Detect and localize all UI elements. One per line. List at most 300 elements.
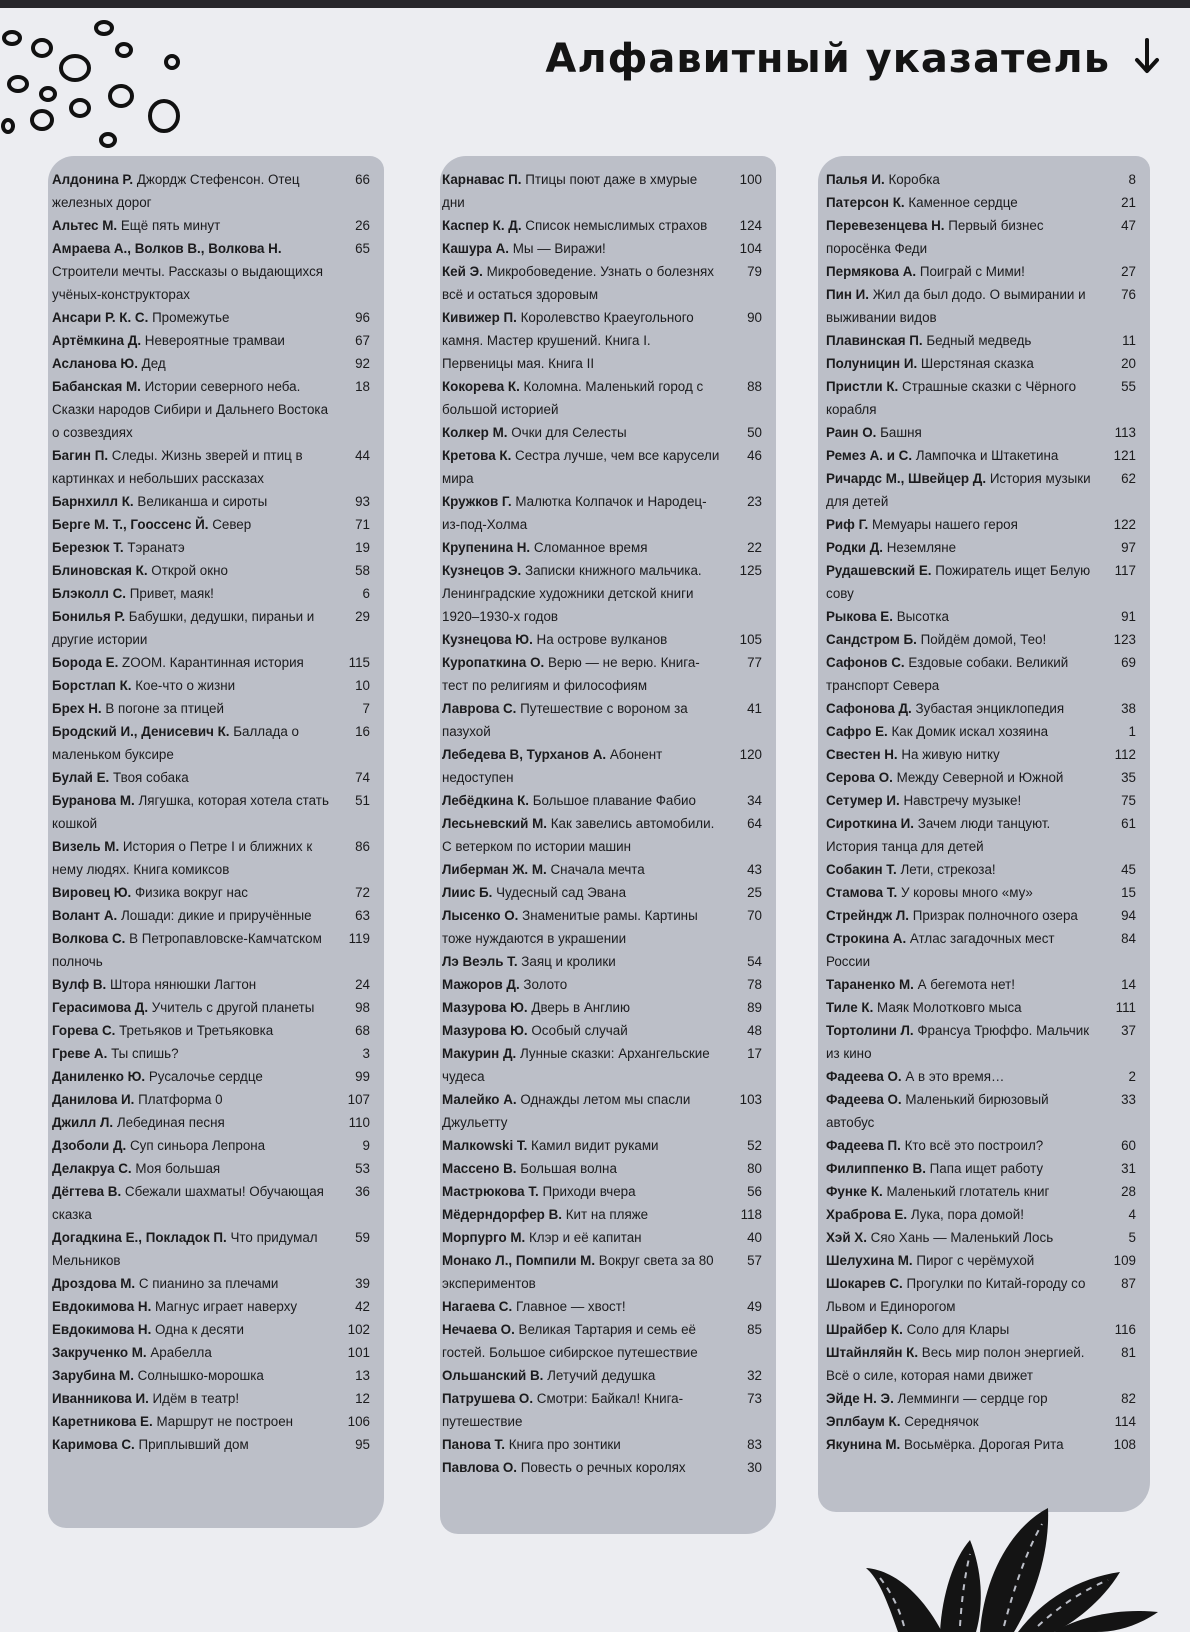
entry-author: Либерман Ж. М. [442, 862, 547, 877]
entry-text [826, 766, 1102, 789]
entry-text [442, 536, 728, 559]
entry-text [52, 1272, 336, 1295]
entry-text [52, 720, 336, 766]
entry-title: Повесть о речных королях [520, 1460, 686, 1475]
entry-author: Кузнецов Э. [442, 563, 522, 578]
entry-author: Каретникова Е. [52, 1414, 153, 1429]
entry-title: Лошади: дикие и приручённые [120, 908, 312, 923]
entry-text [826, 904, 1102, 927]
entry-page-number: 83 [747, 1437, 762, 1452]
entry-page-number: 76 [1121, 287, 1136, 302]
entry-page-number: 78 [747, 977, 762, 992]
entry-title: На острове вулканов [536, 632, 668, 647]
entry-title: Записки книжного мальчика. Ленинградские художники детской книги 1920–1930-х годов [442, 563, 702, 624]
index-entry [442, 812, 762, 858]
entry-text [826, 329, 1102, 352]
index-entry [826, 1318, 1136, 1341]
entry-text [826, 1272, 1102, 1318]
entry-title: Истории северного неба. Сказки народов Сибири и Дальнего Востока о созвездиях [52, 379, 329, 440]
entry-author: Фадеева П. [826, 1138, 901, 1153]
entry-author: Кей Э. [442, 264, 483, 279]
entry-page-number: 111 [1115, 1000, 1136, 1015]
entry-text [826, 927, 1102, 973]
entry-author: Лэ Веэль Т. [442, 954, 518, 969]
entry-page-number: 48 [747, 1023, 762, 1038]
entry-page-number: 13 [355, 1368, 370, 1383]
index-entry [52, 168, 370, 214]
entry-page-number: 52 [747, 1138, 762, 1153]
entry-title: Папа ищет работу [929, 1161, 1044, 1176]
entry-title: История о Петре I и ближних к нему людях. Книга комиксов [52, 839, 313, 877]
entry-author: Палья И. [826, 172, 885, 187]
entry-text [52, 329, 336, 352]
index-entry [826, 536, 1136, 559]
entry-title: Магнус играет наверху [155, 1299, 298, 1314]
index-entry [52, 582, 370, 605]
entry-author: Функе К. [826, 1184, 883, 1199]
entry-author: Фадеева О. [826, 1092, 902, 1107]
entry-author: Борода Е. [52, 655, 119, 670]
entry-title: Как Домик искал хозяина [891, 724, 1049, 739]
entry-title: Сбежали шахматы! Обучающая сказка [52, 1184, 324, 1222]
entry-author: Нечаева О. [442, 1322, 515, 1337]
entry-title: Кит на пляже [565, 1207, 649, 1222]
index-entry [442, 260, 762, 306]
entry-title: Одна к десяти [155, 1322, 244, 1337]
entry-text [52, 1019, 336, 1042]
entry-page-number: 100 [739, 172, 762, 187]
index-entry [52, 1387, 370, 1410]
entry-title: Книга про зонтики [508, 1437, 621, 1452]
index-column-2 [440, 156, 776, 1534]
index-entry [442, 1180, 762, 1203]
entry-author: Кокорева К. [442, 379, 520, 394]
entry-page-number: 110 [348, 1115, 370, 1130]
index-entry [442, 1203, 762, 1226]
entry-text [826, 191, 1102, 214]
entry-author: Ричардс М., Швейцер Д. [826, 471, 987, 486]
index-entry [442, 973, 762, 996]
index-entry [52, 835, 370, 881]
entry-text [826, 214, 1102, 260]
entry-title: Приплывший дом [138, 1437, 249, 1452]
entry-page-number: 93 [355, 494, 370, 509]
entry-title: Знаменитые рамы. Картины тоже нуждаются в украшении [442, 908, 698, 946]
entry-title: Учитель с другой планеты [151, 1000, 315, 1015]
entry-author: Патерсон К. [826, 195, 905, 210]
entry-page-number: 55 [1121, 379, 1136, 394]
entry-author: Крупенина Н. [442, 540, 531, 555]
entry-text [826, 1410, 1102, 1433]
entry-page-number: 90 [747, 310, 762, 325]
entry-author: Эйде Н. Э. [826, 1391, 894, 1406]
entry-page-number: 5 [1128, 1230, 1136, 1245]
entry-title: На живую нитку [901, 747, 1000, 762]
entry-text [52, 168, 336, 214]
entry-author: Барнхилл К. [52, 494, 134, 509]
entry-page-number: 54 [747, 954, 762, 969]
entry-author: Рудашевский Е. [826, 563, 932, 578]
entry-page-number: 117 [1114, 563, 1136, 578]
index-entry [826, 1065, 1136, 1088]
index-entry [826, 1088, 1136, 1134]
index-entry [52, 1226, 370, 1272]
entry-page-number: 113 [1114, 425, 1136, 440]
entry-author: Лиис Б. [442, 885, 493, 900]
entry-text [442, 1019, 728, 1042]
entry-title: Арабелла [150, 1345, 212, 1360]
entry-author: Массено В. [442, 1161, 517, 1176]
entry-page-number: 9 [362, 1138, 370, 1153]
entry-title: Лука, пора домой! [910, 1207, 1024, 1222]
index-entry [442, 1318, 762, 1364]
entry-page-number: 89 [747, 1000, 762, 1015]
entry-author: Евдокимова Н. [52, 1299, 152, 1314]
entry-text [52, 536, 336, 559]
entry-text [442, 881, 728, 904]
entry-text [442, 1433, 728, 1456]
entry-page-number: 34 [747, 793, 762, 808]
entry-text [826, 1226, 1102, 1249]
entry-author: Волкова С. [52, 931, 126, 946]
index-entry [826, 1157, 1136, 1180]
entry-text [826, 559, 1102, 605]
entry-title: Физика вокруг нас [134, 885, 248, 900]
entry-author: Стамова Т. [826, 885, 898, 900]
index-entry [826, 444, 1136, 467]
entry-page-number: 74 [355, 770, 370, 785]
entry-page-number: 26 [355, 218, 370, 233]
index-entry [826, 1341, 1136, 1387]
entry-text [52, 237, 336, 306]
index-entry [52, 996, 370, 1019]
entry-author: Плавинская П. [826, 333, 923, 348]
index-entry [442, 881, 762, 904]
entry-text [52, 444, 336, 490]
entry-author: Брех Н. [52, 701, 102, 716]
entry-page-number: 4 [1128, 1207, 1136, 1222]
entry-text [442, 1157, 728, 1180]
index-entry [442, 1295, 762, 1318]
entry-text [826, 1387, 1102, 1410]
entry-page-number: 59 [355, 1230, 370, 1245]
entry-title: Коробка [888, 172, 940, 187]
entry-page-number: 91 [1121, 609, 1136, 624]
entry-title: Соло для Клары [906, 1322, 1010, 1337]
entry-page-number: 53 [355, 1161, 370, 1176]
entry-page-number: 35 [1121, 770, 1136, 785]
index-entry [52, 352, 370, 375]
entry-text [442, 559, 728, 628]
entry-title: Чудесный сад Эвана [496, 885, 627, 900]
entry-author: Стрейндж Л. [826, 908, 910, 923]
entry-text [442, 375, 728, 421]
arrow-down-icon [1134, 38, 1160, 74]
entry-page-number: 66 [355, 172, 370, 187]
entry-title: Лягушка, которая хотела стать кошкой [52, 793, 329, 831]
entry-title: Франсуа Трюффо. Мальчик из кино [826, 1023, 1090, 1061]
entry-title: Как завелись автомобили. С ветерком по истории машин [442, 816, 715, 854]
index-entry [442, 628, 762, 651]
index-entry [826, 720, 1136, 743]
entry-text [442, 1364, 728, 1387]
entry-text [52, 1226, 336, 1272]
entry-title: Пирог с черёмухой [916, 1253, 1035, 1268]
entry-text [52, 904, 336, 927]
entry-page-number: 57 [747, 1253, 762, 1268]
index-entry [52, 1295, 370, 1318]
entry-text [826, 881, 1102, 904]
index-entry [442, 1249, 762, 1295]
entry-author: Раин О. [826, 425, 877, 440]
entry-page-number: 63 [355, 908, 370, 923]
entry-author: Мажоров Д. [442, 977, 520, 992]
entry-text [826, 283, 1102, 329]
entry-title: Что придумал Мельников [52, 1230, 318, 1268]
index-entry [826, 1410, 1136, 1433]
entry-author: Морпурго М. [442, 1230, 526, 1245]
entry-text [826, 996, 1102, 1019]
entry-title: Тэранатэ [127, 540, 185, 555]
entry-text [52, 697, 336, 720]
entry-text [826, 697, 1102, 720]
index-entry [52, 375, 370, 444]
index-entry [826, 260, 1136, 283]
entry-title: Верю — не верю. Книга-тест по религиям и философиям [442, 655, 700, 693]
entry-title: Лети, стрекоза! [900, 862, 996, 877]
entry-text [52, 1065, 336, 1088]
entry-page-number: 120 [739, 747, 762, 762]
index-entry [52, 1157, 370, 1180]
entry-title: Клэр и её капитан [528, 1230, 642, 1245]
index-entry [52, 490, 370, 513]
entry-title: Золото [523, 977, 568, 992]
index-entry [826, 1272, 1136, 1318]
entry-page-number: 109 [1113, 1253, 1136, 1268]
entry-title: Моя большая [135, 1161, 221, 1176]
index-entry [442, 214, 762, 237]
index-entry [826, 881, 1136, 904]
index-entry [52, 674, 370, 697]
entry-title: Между Северной и Южной [896, 770, 1064, 785]
entry-page-number: 60 [1121, 1138, 1136, 1153]
entry-title: Первый бизнес поросёнка Феди [826, 218, 1044, 256]
entry-page-number: 80 [747, 1161, 762, 1176]
entry-page-number: 85 [747, 1322, 762, 1337]
entry-page-number: 86 [355, 839, 370, 854]
entry-title: Поиграй с Мими! [919, 264, 1025, 279]
entry-title: Джордж Стефенсон. Отец железных дорог [52, 172, 300, 210]
entry-title: Камил видит руками [531, 1138, 659, 1153]
entry-text [442, 1134, 728, 1157]
index-entry [442, 1134, 762, 1157]
index-entry [826, 996, 1136, 1019]
entry-page-number: 71 [355, 517, 370, 532]
entry-page-number: 32 [747, 1368, 762, 1383]
entry-author: Шелухина М. [826, 1253, 913, 1268]
entry-text [826, 1134, 1102, 1157]
entry-author: Блэколл С. [52, 586, 127, 601]
entry-text [826, 168, 1102, 191]
circles-decoration-icon [0, 0, 200, 170]
entry-title: Большое плавание Фабио [532, 793, 696, 808]
entry-author: Сандстром Б. [826, 632, 917, 647]
entry-title: Сломанное время [533, 540, 648, 555]
index-column-3 [818, 156, 1150, 1512]
entry-page-number: 70 [747, 908, 762, 923]
entry-text [442, 1203, 728, 1226]
entry-title: Привет, маяк! [129, 586, 214, 601]
entry-title: Промежутье [152, 310, 230, 325]
entry-title: Список немыслимых страхов [525, 218, 708, 233]
entry-text [442, 237, 728, 260]
index-entry [826, 973, 1136, 996]
entry-title: Страшные сказки с Чёрного корабля [826, 379, 1077, 417]
entry-page-number: 56 [747, 1184, 762, 1199]
entry-text [442, 1456, 728, 1479]
index-entry [52, 904, 370, 927]
page-title: Алфавитный указатель [545, 36, 1110, 82]
entry-page-number: 3 [362, 1046, 370, 1061]
entry-author: Малейко А. [442, 1092, 517, 1107]
index-entry [52, 444, 370, 490]
entry-page-number: 114 [1114, 1414, 1136, 1429]
entry-title: Большая волна [520, 1161, 617, 1176]
entry-title: Пойдём домой, Тео! [920, 632, 1047, 647]
index-entry [826, 858, 1136, 881]
entry-author: Мастрюкова Т. [442, 1184, 539, 1199]
entry-text [442, 651, 728, 697]
entry-text [52, 789, 336, 835]
entry-page-number: 101 [347, 1345, 370, 1360]
entry-title: Бедный медведь [926, 333, 1032, 348]
index-entry [826, 1226, 1136, 1249]
entry-title: Шерстяная сказка [920, 356, 1034, 371]
entry-title: Летучий дедушка [547, 1368, 656, 1383]
entry-author: Дзоболи Д. [52, 1138, 127, 1153]
entry-text [52, 582, 336, 605]
entry-text [52, 835, 336, 881]
entry-page-number: 41 [747, 701, 762, 716]
entry-text [442, 1295, 728, 1318]
entry-author: Ольшанский В. [442, 1368, 544, 1383]
entry-title: Строители мечты. Рассказы о выдающихся учёных-конструкторах [52, 264, 324, 302]
entry-title: Следы. Жизнь зверей и птиц в картинках и небольших рассказах [52, 448, 303, 486]
entry-text [52, 352, 336, 375]
entry-page-number: 73 [747, 1391, 762, 1406]
entry-title: Зубастая энциклопедия [915, 701, 1065, 716]
entry-page-number: 82 [1121, 1391, 1136, 1406]
entry-author: Буранова М. [52, 793, 135, 808]
entry-title: У коровы много «му» [900, 885, 1033, 900]
entry-author: Закрученко М. [52, 1345, 147, 1360]
entry-page-number: 16 [355, 724, 370, 739]
entry-page-number: 10 [355, 678, 370, 693]
entry-title: Ещё пять минут [120, 218, 221, 233]
entry-author: Тиле К. [826, 1000, 874, 1015]
entry-text [826, 812, 1102, 858]
entry-title: Мы — Виражи! [512, 241, 606, 256]
index-entry [442, 1157, 762, 1180]
entry-page-number: 17 [747, 1046, 762, 1061]
entry-author: Сироткина И. [826, 816, 915, 831]
entry-author: Панова Т. [442, 1437, 505, 1452]
index-entry [52, 1318, 370, 1341]
entry-title: А в это время… [905, 1069, 1005, 1084]
entry-page-number: 33 [1121, 1092, 1136, 1107]
entry-author: Карнавас П. [442, 172, 522, 187]
entry-author: Кивижер П. [442, 310, 517, 325]
entry-text [52, 1134, 336, 1157]
entry-text [442, 697, 728, 743]
index-entry [826, 789, 1136, 812]
entry-page-number: 19 [355, 540, 370, 555]
entry-page-number: 108 [1113, 1437, 1136, 1452]
entry-title: С пианино за плечами [138, 1276, 279, 1291]
index-entry [826, 1203, 1136, 1226]
entry-title: Кто всё это построил? [904, 1138, 1044, 1153]
entry-author: Штайнляйн К. [826, 1345, 919, 1360]
entry-author: Сафонова Д. [826, 701, 912, 716]
entry-page-number: 77 [747, 655, 762, 670]
index-entry [52, 881, 370, 904]
entry-page-number: 36 [355, 1184, 370, 1199]
entry-text [442, 1088, 728, 1134]
entry-text [442, 743, 728, 789]
entry-author: Визель М. [52, 839, 120, 854]
entry-author: Шрайбер К. [826, 1322, 903, 1337]
entry-text [826, 605, 1102, 628]
index-entry [52, 697, 370, 720]
entry-author: Герасимова Д. [52, 1000, 149, 1015]
entry-page-number: 2 [1128, 1069, 1136, 1084]
entry-text [826, 858, 1102, 881]
entry-title: Навстречу музыке! [903, 793, 1022, 808]
entry-text [826, 1249, 1102, 1272]
entry-page-number: 125 [739, 563, 762, 578]
entry-text [442, 214, 728, 237]
entry-page-number: 118 [740, 1207, 762, 1222]
entry-title: Лунные сказки: Архангельские чудеса [442, 1046, 710, 1084]
entry-title: Дед [141, 356, 166, 371]
entry-title: Суп синьора Лепрона [129, 1138, 266, 1153]
entry-page-number: 68 [355, 1023, 370, 1038]
index-entry [442, 651, 762, 697]
index-entry [442, 1433, 762, 1456]
entry-text [442, 1180, 728, 1203]
entry-author: Дроздова М. [52, 1276, 136, 1291]
index-entry [52, 720, 370, 766]
entry-page-number: 23 [747, 494, 762, 509]
entry-text [442, 858, 728, 881]
entry-author: Булай Е. [52, 770, 110, 785]
entry-author: Собакин Т. [826, 862, 897, 877]
entry-text [52, 1111, 336, 1134]
entry-author: Свестен Н. [826, 747, 898, 762]
entry-author: Мазурова Ю. [442, 1023, 528, 1038]
entry-page-number: 58 [355, 563, 370, 578]
entry-page-number: 39 [355, 1276, 370, 1291]
index-entry [442, 306, 762, 375]
entry-page-number: 99 [355, 1069, 370, 1084]
entry-page-number: 22 [747, 540, 762, 555]
entry-text [826, 973, 1102, 996]
index-entry [52, 513, 370, 536]
entry-author: Мазурова Ю. [442, 1000, 528, 1015]
entry-page-number: 31 [1121, 1161, 1136, 1176]
entry-title: Маленький глотатель книг [886, 1184, 1050, 1199]
index-entry [442, 789, 762, 812]
